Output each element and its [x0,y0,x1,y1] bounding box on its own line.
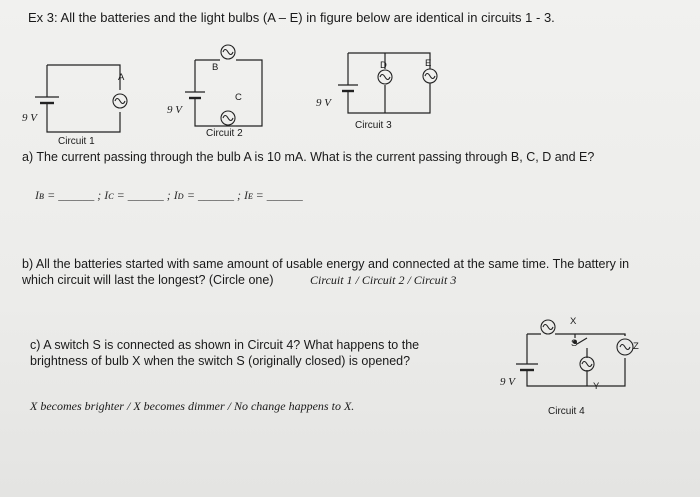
bulb-e-label: E [425,58,432,69]
bulb-a-label: A [118,72,125,83]
circuit-1-voltage: 9 V [22,112,37,124]
circuit-3-label: Circuit 3 [355,120,392,131]
question-c-options: X becomes brighter / X becomes dimmer / No change happens to X. [30,399,355,413]
circuit-1-label: Circuit 1 [58,136,95,147]
circuit-4-label: Circuit 4 [548,406,585,417]
question-c-line-2: brightness of bulb X when the switch S (originally closed) is opened? [30,354,411,368]
circuit-2-diagram [180,42,280,142]
circuit-3-diagram [330,45,440,125]
bulb-z-label: Z [633,341,639,352]
bulb-y-label: Y [593,381,600,392]
question-a-answer-line: Iʙ = ______ ; Iᴄ = ______ ; Iᴅ = ______ ; Iᴇ = ______ [35,188,303,202]
question-b-line-1: b) All the batteries started with same amount of usable energy and connected at the same time. The battery in [22,257,630,271]
question-a-text: a) The current passing through the bulb A is 10 mA. What is the current passing through B, C, D and E? [22,150,595,164]
circuit-3-voltage: 9 V [316,97,331,109]
question-b-options: Circuit 1 / Circuit 2 / Circuit 3 [310,273,457,287]
circuit-4-voltage: 9 V [500,376,515,388]
bulb-c-label: C [235,92,242,103]
bulb-b-label: B [212,62,219,73]
exercise-title: Ex 3: All the batteries and the light bulbs (A – E) in figure below are identical in circuits 1 - 3. [28,10,555,25]
bulb-d-label: D [380,60,387,71]
circuit-2-label: Circuit 2 [206,128,243,139]
question-b-line-2: which circuit will last the longest? (Circle one) [22,273,274,287]
switch-s-label: S [571,338,578,349]
circuit-2-voltage: 9 V [167,104,182,116]
question-c-line-1: c) A switch S is connected as shown in Circuit 4? What happens to the [30,338,420,352]
bulb-x-label: X [570,316,577,327]
circuit-4-diagram [505,312,675,412]
